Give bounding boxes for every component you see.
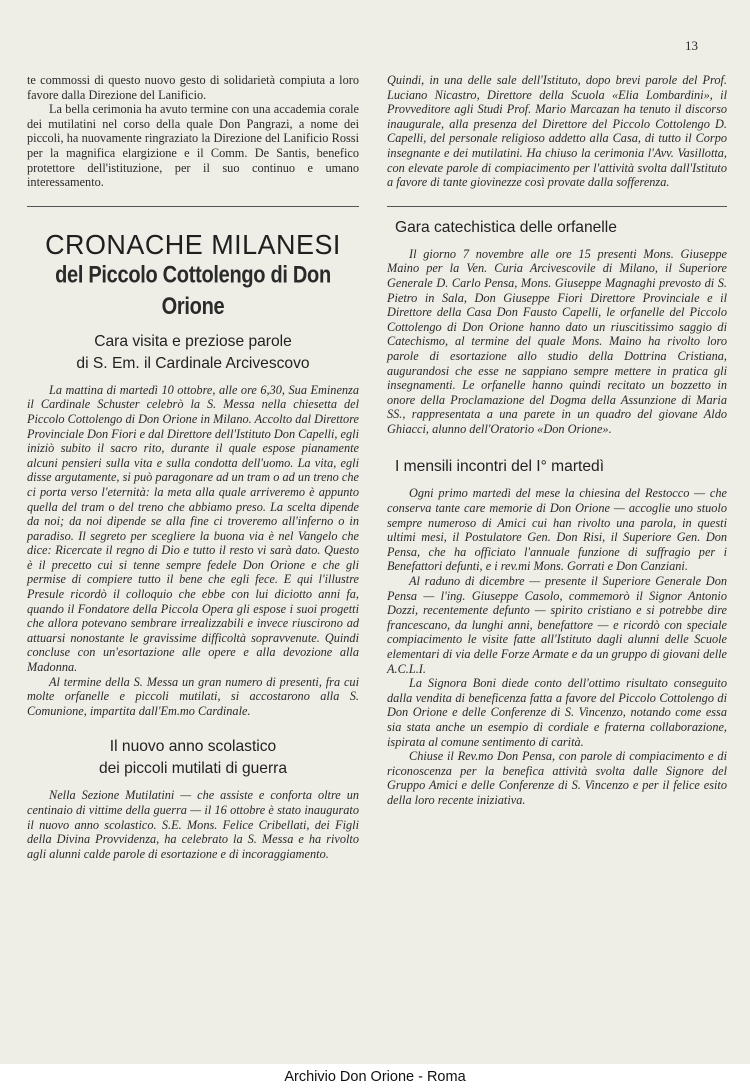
section-2-heading-line-1: Il nuovo anno scolastico (109, 738, 277, 756)
section-divider (27, 206, 359, 207)
page-number: 13 (685, 38, 698, 53)
section-4-paragraph-1: Ogni primo martedì del mese la chiesina del Restocco — che conserva tante care memorie di Don Orione — accoglie uno stuolo sempre numeroso di Amici cui han rivolto una parola, in questi ultimi mesi, il Postulatore Gen. Don Risi, il Superiore Gen. Don Pensa, che ha officiato l'annuale funzione di suffragio per i Benefattori defunti, e i rev.mi Mons. Gorrati e Don Canziani. (387, 486, 727, 574)
section-1-paragraph-1: La mattina di martedì 10 ottobre, alle ore 6,30, Sua Eminenza il Cardinale Schuster celebrò la S. Messa nella chiesetta del Piccolo Cottolengo di Don Orione in Milano. Accolto dal Direttore Provinciale Don Fiori e dal Direttore dell'Istituto Don Capelli, egli iniziò subito il sacro rito, durante il quale espose pianamente alcuni pensieri sulla vita e sulla condotta dell'uomo. La vita, egli disse argutamente, si può paragonare ad un tram o ad un treno che ci porta verso l'eternità: la meta alla quale arriveremo è appunto quella del tram o del treno che abbiamo preso. La scelta dipende da noi; da noi dipende se alla fine ci troveremo all'inferno o in paradiso. Il segreto per scegliere la buona via è nel Vangelo che dice: Ricercate il regno di Dio e tutto il resto vi sarà dato. Questo è il precetto cui si tenne sempre fedele Don Orione e che gli permise di compiere tutto il bene che egli fece. E qui l'illustre Presule ricordò il colloquio che ebbe con lui diciotto anni fa, quando il Fondatore della Piccola Opera gli espose i suoi progetti che allora potevano sembrare irrealizzabili e invece riuscirono ad attuarsi nonostante le gravissime difficoltà sopravvenute. Quindi concluse con un'esortazione alle opere e alla devozione alla Madonna. (27, 382, 359, 675)
archive-footer: Archivio Don Orione - Roma (0, 1064, 750, 1091)
main-subtitle: del Piccolo Cottolengo di Don Orione (55, 261, 331, 320)
section-divider-right (387, 206, 727, 207)
section-4-paragraph-2: Al raduno di dicembre — presente il Superiore Generale Don Pensa — l'ing. Giuseppe Casolo, commemorò il Signor Antonio Dozzi, recentemente defunto — spirito cristiano e si potrebbe dire francescano, da lunghi anni, benefattore — e ricordò con speciale compiacimento le visite fatte all'Istituto dagli alunni delle Scuole elementari di via delle Forze Armate e da un gruppo di giovani delle A.C.L.I. (387, 574, 727, 676)
right-column (387, 73, 727, 808)
section-1-heading-line-2: di S. Em. il Cardinale Arcivescovo (76, 354, 310, 372)
section-4-paragraph-4: Chiuse il Rev.mo Don Pensa, con parole di compiacimento e di riconoscenza per la benefica attività svolta dalle Signore del Gruppo Amici e delle Conferenze di S. Vincenzo e per il felice esito della loro recente iniziativa. (387, 749, 727, 807)
section-1-heading-line-1: Cara visita e preziose parole (94, 332, 292, 350)
section-4-heading: I mensili incontri del I° martedì (395, 458, 605, 476)
section-2-paragraph-1: Nella Sezione Mutilatini — che assiste e conforta oltre un centinaio di vittime della guerra — il 16 ottobre è stato inaugurato il nuovo anno scolastico. S.E. Mons. Felice Cribellati, dei Figli della Divina Provvidenza, ha celebrato la S. Messa e ha rivolto agli alunni calde parole di esortazione e di incoraggiamento. (27, 788, 359, 861)
section-1-heading (27, 331, 359, 375)
section-1-paragraph-2: Al termine della S. Messa un gran numero di presenti, fra cui molte orfanelle e piccoli mutilati, si accostarono alla S. Comunione, impartita dall'Em.mo Cardinale. (27, 674, 359, 718)
left-column (27, 73, 359, 861)
main-title: CRONACHE MILANESI (45, 228, 341, 260)
intro-paragraph-2: La bella cerimonia ha avuto termine con una accademia corale dei mutilatini nel corso della quale Don Pangrazi, a nome dei piccoli, ha nuovamente ringraziato la Direzione del Lanificio Rossi per la magnifica elargizione e il Comm. De Santis, benefico protettore dell'istituzione, per il suo continuo e umano interessamento. (27, 102, 359, 190)
section-4-paragraph-3: La Signora Boni diede conto dell'ottimo risultato conseguito dalla vendita di beneficenza fatta a favore del Piccolo Cottolengo di Don Orione e delle Conferenze di S. Vincenzo, notando come essa sia stata anche un esempio di cordiale e fraterna collaborazione, ispirata al comune sentimento di carità. (387, 676, 727, 749)
intro-paragraph-1: te commossi di questo nuovo gesto di solidarietà compiuta a loro favore dalla Direzione del Lanificio. (27, 73, 359, 102)
section-3-heading: Gara catechistica delle orfanelle (395, 218, 617, 236)
right-intro-paragraph: Quindi, in una delle sale dell'Istituto, dopo brevi parole del Prof. Luciano Nicastro, Direttore della Scuola «Elia Lombardini», il Provveditore agli Studi Prof. Mario Marcazan ha tenuto il discorso inaugurale, alla presenza del Direttore del Piccolo Cottolengo D. Capelli, del personale religioso addetto alla Casa, di tutto il Corpo insegnante e dei mutilatini. Ha chiuso la cerimonia l'Avv. Vasillotta, con elevate parole di compiacimento per l'attività svolta dall'Istituto a favore di tante giovinezze così provate dalla sofferenza. (387, 73, 727, 190)
section-3-paragraph-1: Il giorno 7 novembre alle ore 15 presenti Mons. Giuseppe Maino per la Ven. Curia Arcivescovile di Milano, il Superiore Generale D. Carlo Pensa, Mons. Giuseppe Magnaghi prevosto di S. Pietro in Sala, Don Giuseppe Fiori Direttore Provinciale e il Direttore della Casa Don Fausto Capelli, le orfanelle del Piccolo Cottolengo di Don Orione hanno dato un riuscitissimo saggio di Catechismo, al termine del quale Mons. Maino ha rivolto loro parole di esortazione allo studio della Dottrina Cristiana, augurandosi che esse ne sappiano sempre mettere in pratica gli insegnamenti. Le orfanelle hanno quindi recitato un bozzetto in onore della Proclamazione del Dogma della Assunzione di Maria SS., rappresentata a una parete in un quadro del giovane Aldo Ghiacci, alunno dell'Oratorio «Don Orione». (387, 246, 727, 436)
section-2-heading-line-2: dei piccoli mutilati di guerra (98, 760, 288, 778)
section-2-heading (27, 736, 359, 780)
